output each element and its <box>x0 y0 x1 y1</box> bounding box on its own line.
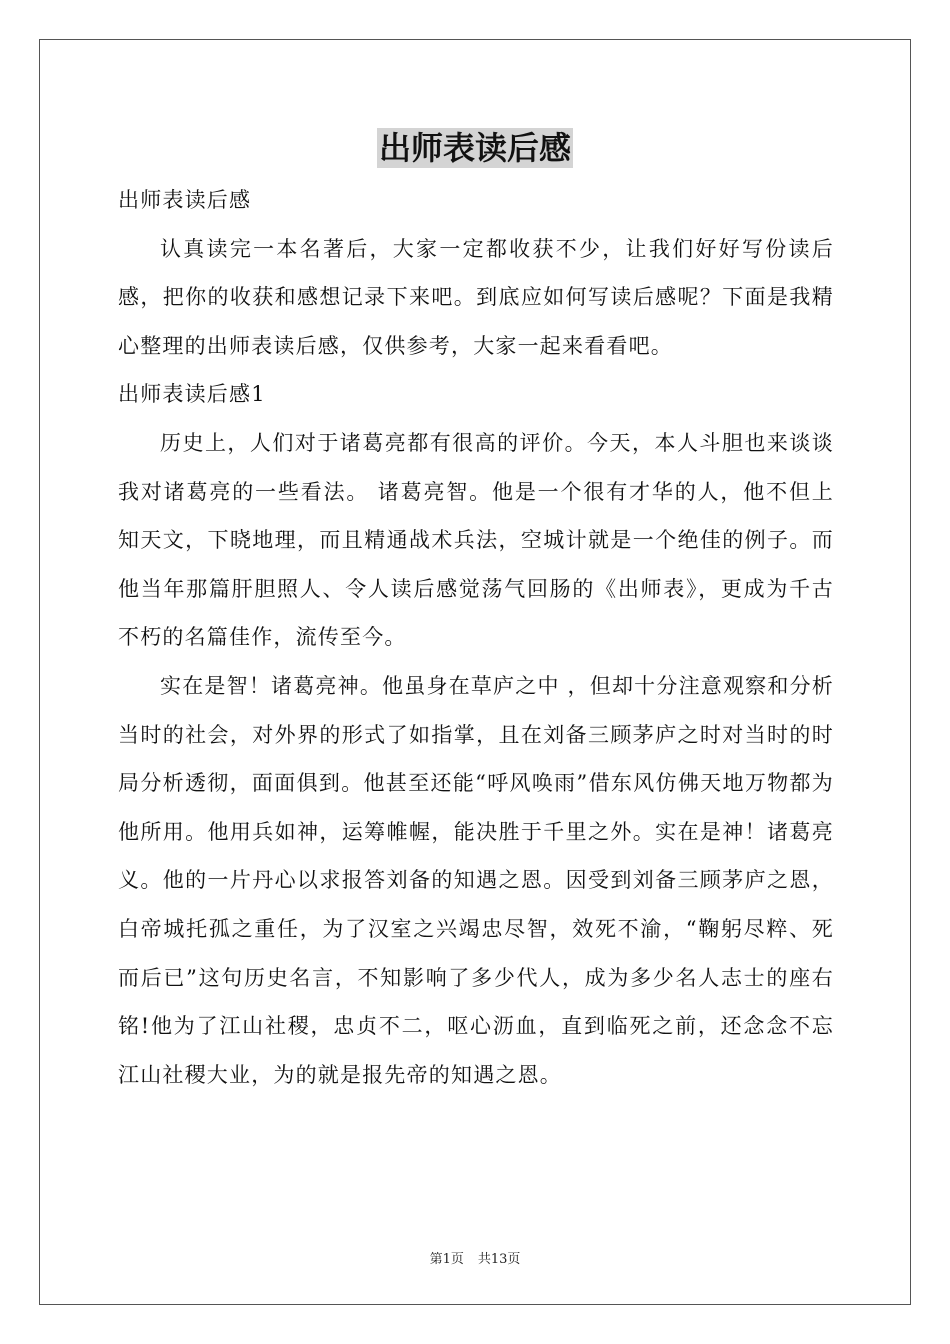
page-number: 第1页 <box>429 1252 464 1267</box>
document-body <box>118 176 834 1099</box>
intro-paragraph: 认真读完一本名著后，大家一定都收获不少，让我们好好写份读后感，把你的收获和感想记录下来吧。到底应如何写读后感呢？下面是我精心整理的出师表读后感，仅供参考，大家一起来看看吧。 <box>118 236 834 358</box>
title-wrap <box>0 128 950 168</box>
section-heading: 出师表读后感1 <box>118 382 266 407</box>
section-paragraph-2: 实在是智！诸葛亮神。他虽身在草庐之中 ，但却十分注意观察和分析当时的社会，对外界的形式了如指掌，且在刘备三顾茅庐之时对当时的时局分析透彻，面面俱到。他甚至还能“呼风唤雨”借东风仿佛天地万物都为他所用。他用兵如神，运筹帷幄，能决胜于千里之外。实在是神！诸葛亮义。他的一片丹心以求报答刘备的知遇之恩。因受到刘备三顾茅庐之恩，白帝城托孤之重任，为了汉室之兴竭忠尽智，效死不渝，“鞠躬尽粹、死而后已”这句历史名言，不知影响了多少代人，成为多少名人志士的座右铭!他为了江山社稷，忠贞不二，呕心沥血，直到临死之前，还念念不忘江山社稷大业，为的就是报先帝的知遇之恩。 <box>118 673 834 1087</box>
page-footer <box>0 1248 950 1267</box>
subtitle: 出师表读后感 <box>118 188 252 212</box>
section-paragraph-1: 历史上，人们对于诸葛亮都有很高的评价。今天，本人斗胆也来谈谈我对诸葛亮的一些看法。 诸葛亮智。他是一个很有才华的人，他不但上知天文，下晓地理，而且精通战术兵法，空城计就是一个绝佳的例子。而他当年那篇肝胆照人、令人读后感觉荡气回肠的《出师表》，更成为千古不朽的名篇佳作，流传至今。 <box>118 430 834 650</box>
document-title: 出师表读后感 <box>378 129 571 167</box>
page-total: 共13页 <box>477 1252 521 1267</box>
